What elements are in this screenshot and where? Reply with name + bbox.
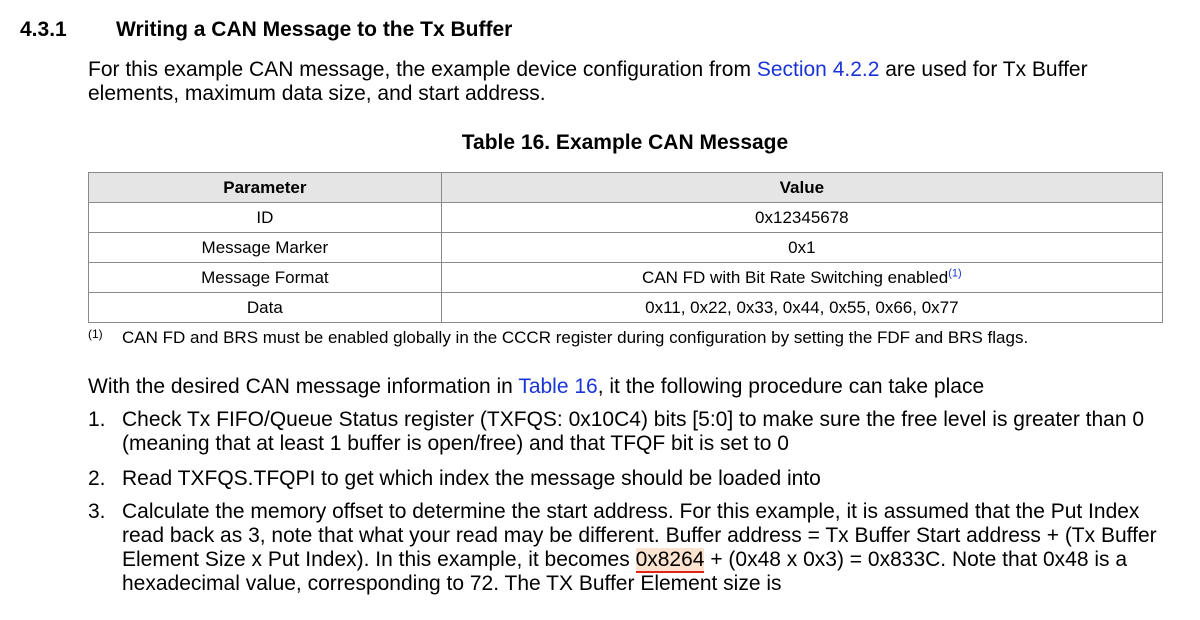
param-cell: Message Format [89,263,442,293]
step-text-after: + (0x48 x 0x3) = 0x833C. Note that 0x48 is a hexadecimal value, corresponding to 72. The TX Buffer Element size is [122,548,1128,595]
intro-text-after: are used for Tx Buffer elements, maximum data size, and start address. [88,58,1088,105]
step-text [122,500,1162,596]
step-text: Check Tx FIFO/Queue Status register (TXFQS: 0x10C4) bits [5:0] to make sure the free level is greater than 0 (meaning that at least 1 buffer is open/free) and that TFQF bit is set to 0 [122,408,1145,455]
step-number: 3. [88,500,106,523]
footnote-ref-link[interactable]: (1) [948,266,962,279]
section-title: Writing a CAN Message to the Tx Buffer [116,18,513,41]
step-number: 1. [88,408,106,431]
intro-text-before: For this example CAN message, the example device configuration from [88,58,757,81]
example-can-message-table [88,172,1163,323]
column-header-value: Value [441,173,1162,203]
intro-paragraph [88,58,1148,106]
step-text-before: Calculate the memory offset to determine the start address. For this example, it is assumed that the Put Index read back as 3, note that what your read may be different. Buffer address = Tx Buffer Start address + (Tx Buffer Element Size x Put Index). In this example, it becomes [122,500,1157,571]
procedure-intro-before: With the desired CAN message information in [88,375,519,398]
table-row [89,293,1163,323]
param-cell: Data [89,293,442,323]
value-text: CAN FD with Bit Rate Switching enabled [642,267,949,287]
section-link[interactable]: Section 4.2.2 [756,58,880,81]
table-link[interactable]: Table 16 [518,375,598,398]
param-cell: ID [89,203,442,233]
highlighted-value: 0x8264 [635,548,705,571]
value-cell: 0x11, 0x22, 0x33, 0x44, 0x55, 0x66, 0x77 [441,293,1162,323]
table-caption: Table 16. Example CAN Message [461,131,789,154]
value-cell: 0x1 [441,233,1162,263]
table-row [89,233,1163,263]
value-cell: 0x12345678 [441,203,1162,233]
procedure-intro-after: , it the following procedure can take place [597,375,985,398]
footnote-text: CAN FD and BRS must be enabled globally in the CCCR register during configuration by setting the FDF and BRS flags. [122,328,1029,347]
param-cell: Message Marker [89,233,442,263]
section-number: 4.3.1 [20,18,67,41]
step-number: 2. [88,467,106,490]
step-text: Read TXFQS.TFQPI to get which index the message should be loaded into [122,467,821,490]
procedure-intro [88,375,1168,399]
table-header-row [89,173,1163,203]
table-row [89,263,1163,293]
value-cell [441,263,1162,293]
column-header-parameter: Parameter [89,173,442,203]
table-row [89,203,1163,233]
footnote-mark: (1) [88,327,103,341]
